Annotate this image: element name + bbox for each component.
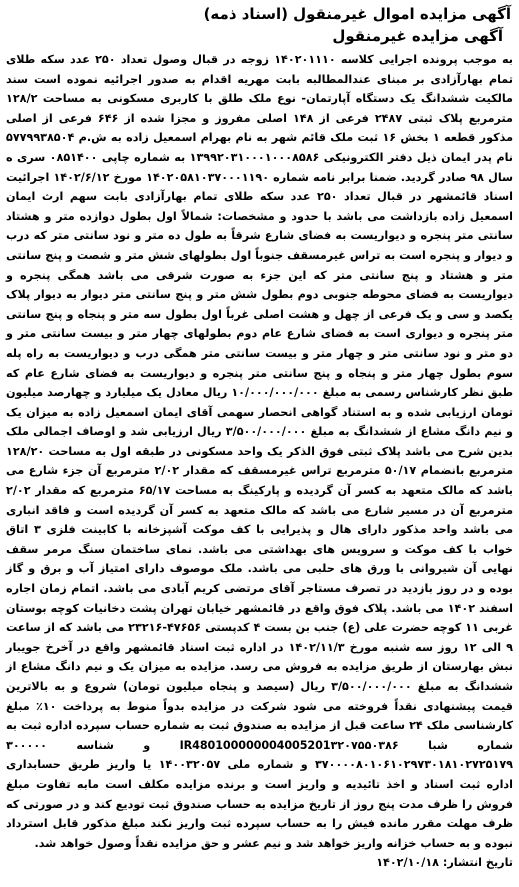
publish-date: تاریخ انتشار: ۱۴۰۲/۱۰/۱۸	[376, 856, 513, 870]
notice-heading: آگهی مزایده اموال غیرمنقول (اسناد ذمه)	[203, 5, 511, 23]
notice-subheading: آگهی مزایده غیرمنقول	[332, 27, 503, 45]
notice-body: به موجب پرونده اجرایی کلاسه ۱۴۰۲۰۱۱۱۰ زوجه در قبال وصول تعداد ۲۵۰ عدد سکه طلای تمام بهارآزادی بر مبنای عندالمطالبه بابت مهریه اقدام به صدور اجرائیه نموده است سند مالکیت ششدانگ یک دستگاه آپارتمان- نوع ملک طلق با کاربری مسکونی به مساحت ۱۲۸/۲ مترمربع پلاک ثبتی ۲۴۸۷ فرعی از ۱۴۸ اصلی مفروز و مجزا شده از ۶۴۶ فرعی از اصلی مذکور قطعه ۱ بخش ۱۶ ثبت ملک قائم شهر به نام بهرام اسمعیل زاده به ش.م ۵۷۷۹۹۳۸۵۰۴ نام پدر ایمان ذیل دفتر الکترونیکی ۱۳۹۹۲۰۳۱۰۰۰۱۰۰۰۸۵۸۶ به شماره چاپی ۰۸۵۱۴۰۰ سری ه سال ۹۸ صادر گردید. ضمنا برابر نامه شماره ۱۴۰۲۰۵۸۱۰۳۷۰۰۰۱۱۹۰ مورخ ۱۴۰۲/۶/۱۲ اجرائیت اسناد قائمشهر در قبال تعداد ۲۵۰ عدد سکه طلای تمام بهارآزادی بابت سهم ارث ایمان اسمعیل زاده بازداشت می باشد با حدود و مشخصات: شمالاً اول بطول دوازده متر و هشتاد سانتی متر پنجره و دیواریست به فضای شارع شرقاً به طول ده متر و نود سانتی متر که درب و دیوار و پنجره است به تراس غیرمسقف جنوباً اول بطولهای شش متر و شصت و پنج سانتی متر و هشتاد و پنج سانتی متر که این جزء به صورت شرقی می باشد همگی پنجره و دیواریست به فضای محوطه جنوبی دوم بطول شش متر و پنج سانتی متر دیوار به دیوار پلاک یکصد و سی و یک فرعی از چهل و هشت اصلی غرباً اول بطول سه متر و پنجاه و پنج سانتی متر پنجره و دیواری است به فضای شارع عام دوم بطولهای چهار متر و بیست سانتی متر و دو متر و نود سانتی متر و چهار متر و بیست سانتی متر همگی درب و دیواریست به راه پله سوم بطول چهار متر و پنجاه و پنج سانتی متر پنجره و دیواریست به فضای شارع عام که طبق نظر کارشناس رسمی به مبلغ ۱۰/۰۰۰/۰۰۰/۰۰۰ ریال معادل یک میلیارد و چهارصد میلیون تومان ارزیابی شده و به استناد گواهی انحصار سهمی آقای ایمان اسمعیل زاده به میزان یک و نیم دانگ مشاع از ششدانگ به مبلغ ۳/۵۰۰/۰۰۰/۰۰۰ ریال ارزیابی شد و اوصاف اجمالی ملک بدین شرح می باشد پلاک ثبتی فوق الذکر یک واحد مسکونی در طبقه اول به مساحت ۱۲۸/۲۰ مترمربع بانضمام ۵۰/۱۷ مترمربع تراس غیرمسقف که مقدار ۲/۰۲ مترمربع آن جزء شارع می باشد که مالک متعهد به کسر آن گردیده و پارکینگ به مساحت ۶۵/۱۷ مترمربع که مقدار ۲/۰۲ مترمربع آن در مسیر شارع می باشد که مالک متعهد به کسر آن گردیده است و فاقد انباری می باشد واحد مذکور دارای هال و پذیرایی با کف موکت آشپزخانه با کابینت فلزی ۳ اتاق خواب با کف موکت و سرویس های بهداشتی می باشد. نمای ساختمان سنگ مرمر سقف نهایی آن شیروانی با ورق های حلبی می باشد. ملک موصوف دارای امتیاز آب و برق و گاز بوده و در روز بازدید در تصرف مستاجر آقای مرتضی کریم آبادی می باشد. اتمام زمان اجاره اسفند ۱۴۰۲ می باشد. پلاک فوق واقع در قائمشهر خیابان تهران پشت دخانیات کوچه بوستان غربی ۱۱ کوچه حضرت علی (ع) جنب بن بست ۴ کدپستی ۴۷۶۵۶-۲۳۲۱۶ می باشد که از ساعت ۹ الی ۱۲ روز سه شنبه مورخ ۱۴۰۲/۱۱/۳ در اداره ثبت اسناد قائمشهر واقع در آخرخ جویبار نبش بهارستان از طریق مزایده به فروش می رسد. مزایده به میزان یک و نیم دانگ مشاع از ششدانگ به مبلغ ۳/۵۰۰/۰۰۰/۰۰۰ ریال (سیصد و پنجاه میلیون تومان) شروع و به بالاترین قیمت پیشنهادی نقداً فروخته می شود شرکت در مزایده بدواً منوط به پرداخت ۱۰٪ مبلغ کارشناسی ملک ۲۴ ساعت قبل از مزایده به صندوق ثبت به شماره حساب سپرده اداره ثبت به شماره شبا IR480100000004005201۳۲۰۷۵۵۰۳۸۶ و شناسه ۳۰۰۰۰۰ ۳۷۰۰۰۰۸۰۱۰۶۱۰۲۹۷۳۰۱۸۱۰۲۷۲۵۱۷۹ و شماره ملی ۱۴۰۰۳۲۰۵۷ یا واریز طریق حسابداری اداره ثبت اسناد و اخذ تائیدیه و واریز است و برنده مزایده مکلف است مابه تفاوت مبلغ فروش را ظرف مدت پنج روز از تاریخ مزایده به حساب صندوق ثبت تودیع کند و در صورتی که ظرف مهلت مقرر مانده فیش را به حساب سپرده ثبت واریز نکند مبلغ مذکور قابل استرداد نبوده و به حساب خزانه واریز خواهد شد و نیم عشر و حق مزایده نقداً وصول خواهد شد.	[6, 53, 514, 850]
